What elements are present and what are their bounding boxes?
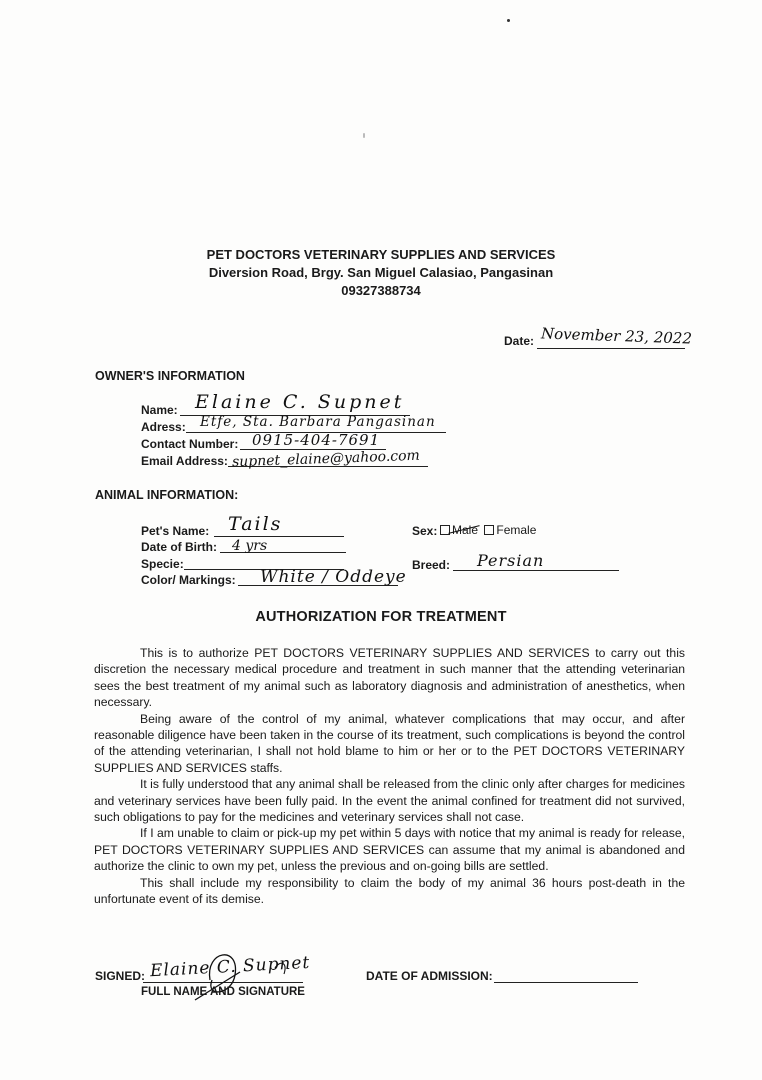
signature-caption: FULL NAME AND SIGNATURE <box>141 986 305 998</box>
authorization-paragraph: If I am unable to claim or pick-up my pet within 5 days with notice that my animal is ready for release, PET DOCTORS VETERINARY SUPPLIES AND SERVICES can assume that my animal is abandoned and authorize the clinic to own my pet, unless the previous and on-going bills are settled. <box>94 826 685 874</box>
signature-flourish <box>180 940 320 1010</box>
scan-speck <box>363 133 365 138</box>
date-value: November 23, 2022 <box>540 324 693 348</box>
pet-name-label: Pet's Name: <box>141 524 210 538</box>
authorization-paragraph: This shall include my responsibility to claim the body of my animal 36 hours post-death in the unfortunate event of its demise. <box>94 875 685 907</box>
authorization-body <box>94 645 685 908</box>
owner-name-label: Name: <box>141 403 178 417</box>
owner-name-value: Elaine C. Supnet <box>195 391 405 413</box>
signature-value: Elaine C. Supnet <box>149 952 311 982</box>
color-label: Color/ Markings: <box>141 573 236 587</box>
breed-line[interactable] <box>453 570 619 571</box>
signed-label: SIGNED: <box>95 969 146 983</box>
authorization-paragraph: This is to authorize PET DOCTORS VETERINARY SUPPLIES AND SERVICES to carry out this discretion the necessary medical procedure and treatment in such manner that the attending veterinarian sees the best treatment of my animal such as laboratory diagnosis and administration of anesthetics, when necessary. <box>94 646 685 710</box>
specie-label: Specie: <box>141 557 184 571</box>
pet-name-value: Tails <box>228 513 283 535</box>
breed-label: Breed: <box>412 558 451 572</box>
scan-speck <box>507 19 510 22</box>
pet-name-line[interactable] <box>214 536 344 537</box>
company-phone: 09327388734 <box>341 283 421 298</box>
dob-label: Date of Birth: <box>141 540 217 554</box>
company-address: Diversion Road, Brgy. San Miguel Calasiao, Pangasinan <box>208 265 554 280</box>
authorization-title: AUTHORIZATION FOR TREATMENT <box>255 609 507 625</box>
owner-contact-label: Contact Number: <box>141 437 239 451</box>
sex-options <box>440 523 536 537</box>
animal-heading: ANIMAL INFORMATION: <box>95 488 239 502</box>
authorization-paragraph: Being aware of the control of my animal, whatever complications that may occur, and after reasonable diligence have been taken in the course of its treatment, such complications is beyond the control of the attending veterinarian, I shall not hold blame to him or her or to the PET DOCTORS VETERINARY SUPPLIES AND SERVICES staffs. <box>94 711 685 775</box>
color-value: White / Oddeye <box>260 567 407 587</box>
female-option-label: Female <box>496 523 537 537</box>
authorization-paragraph: It is fully understood that any animal shall be released from the clinic only after charges for medicines and veterinary services have been fully paid. In the event the animal confined for treatment did not survived, such obligations to pay for the medicines and veterinary services shall not case. <box>94 777 685 825</box>
admission-date-line[interactable] <box>494 982 638 983</box>
dob-value: 4 yrs <box>232 538 268 554</box>
company-name: PET DOCTORS VETERINARY SUPPLIES AND SERVICES <box>206 247 556 262</box>
owner-address-label: Adress: <box>141 420 186 434</box>
date-label: Date: <box>504 334 535 348</box>
owner-email-value: supnet_elaine@yahoo.com <box>231 447 421 471</box>
owner-contact-value: 0915-404-7691 <box>252 431 381 449</box>
breed-value: Persian <box>477 551 545 570</box>
female-checkbox[interactable] <box>484 525 494 535</box>
owner-email-label: Email Address: <box>141 454 228 468</box>
date-line[interactable] <box>537 348 685 349</box>
sex-label: Sex: <box>412 524 438 538</box>
owner-heading: OWNER'S INFORMATION <box>95 369 245 383</box>
male-option-label: Male <box>452 523 479 537</box>
owner-address-value: Etfe, Sta. Barbara Pangasinan <box>200 414 436 430</box>
admission-date-label: DATE OF ADMISSION: <box>366 969 493 983</box>
